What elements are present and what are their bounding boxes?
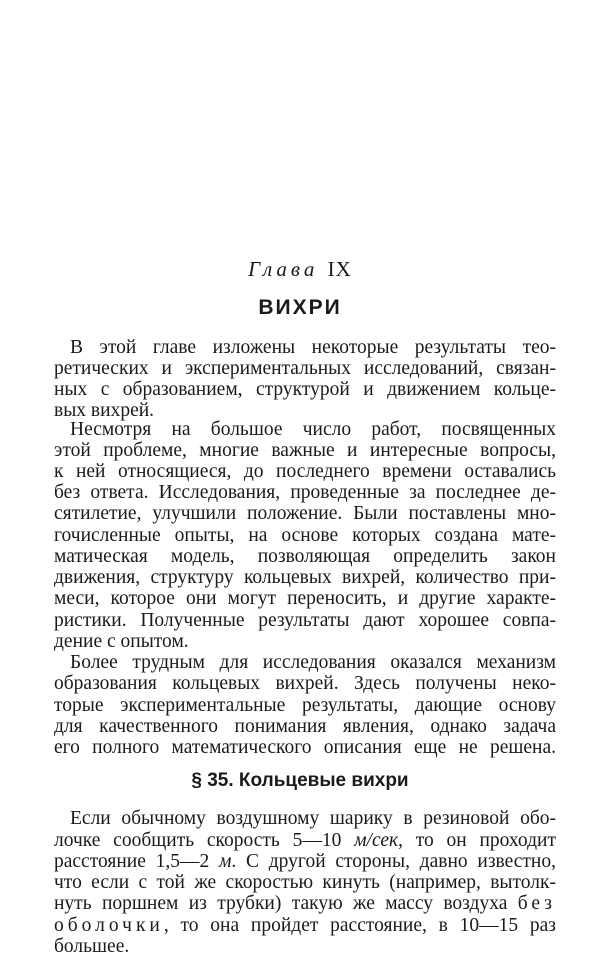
text-line: движения, структуру кольцевых вихрей, количество при- [54, 567, 556, 589]
text-line [54, 830, 556, 852]
text-span: . С другой стороны, давно известно, [231, 850, 556, 872]
text-span: лочке сообщить скорость 5—10 [54, 829, 355, 851]
text-line: Если обычному воздушному шарику в резиновой обо- [70, 808, 556, 830]
text-line: торые экспериментальные результаты, дающие основу [54, 694, 556, 716]
emphasis-text: оболочки [54, 914, 164, 936]
text-line: для качественного понимания явления, однако задача [54, 715, 556, 737]
text-line [54, 851, 556, 873]
chapter-number: IX [327, 257, 352, 282]
text-line [54, 893, 556, 915]
chapter-heading [0, 257, 600, 282]
chapter-title: ВИХРИ [258, 295, 342, 319]
text-line: меси, которое они могут переносить, и другие характе- [54, 588, 556, 610]
text-span: нуть поршнем из трубки) такую же массу воздуха [54, 893, 518, 915]
text-line: Несмотря на большое число работ, посвященных [70, 418, 556, 440]
text-line: что если с той же скоростью кинуть (например, вытолк- [54, 872, 556, 894]
text-span: расстояние 1,5—2 [54, 850, 219, 872]
text-line: Более трудным для исследования оказался механизм [70, 652, 556, 674]
text-line: этой проблеме, многие важные и интересные вопросы, [54, 439, 556, 461]
text-line: сятилетие, улучшили положение. Были поставлены мно- [54, 503, 556, 525]
text-line: большее. [54, 935, 130, 957]
unit-text: м/сек [354, 829, 399, 851]
text-line: ретических и экспериментальных исследований, связан- [54, 357, 556, 379]
section-heading: § 35. Кольцевые вихри [191, 769, 409, 791]
text-span: , то он проходит [398, 829, 556, 851]
text-span: , то она пройдет расстояние, в 10—15 раз [163, 914, 556, 936]
text-line: без ответа. Исследования, проведенные за последнее де- [54, 482, 556, 504]
text-line: дение с опытом. [54, 630, 189, 652]
text-line: вых вихрей. [54, 400, 155, 422]
text-line: В этой главе изложены некоторые результаты тео- [70, 336, 556, 358]
text-line: его полного математического описания еще не решена. [54, 736, 556, 758]
text-line: гочисленные опыты, на основе которых создана мате- [54, 524, 556, 546]
text-line: ристики. Полученные результаты дают хорошее совпа- [54, 609, 556, 631]
unit-text: м [218, 850, 232, 872]
text-line [54, 915, 556, 937]
chapter-label: Глава [248, 257, 319, 282]
text-line: образования кольцевых вихрей. Здесь получены неко- [54, 673, 556, 695]
text-line: к ней относящиеся, до последнего времени оставались [54, 460, 556, 482]
text-line: ных с образованием, структурой и движением кольце- [54, 378, 556, 400]
emphasis-text: без [517, 893, 556, 915]
text-line: матическая модель, позволяющая определить закон [54, 545, 556, 567]
